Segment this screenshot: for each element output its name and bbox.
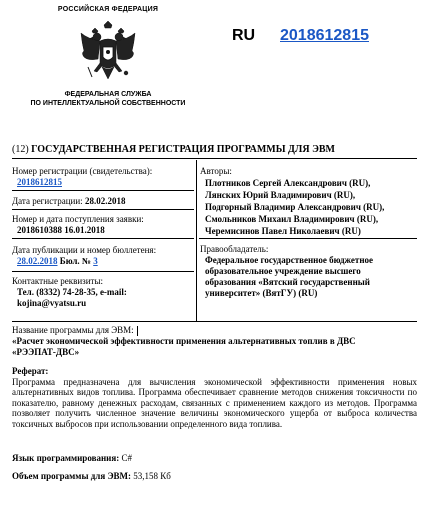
language-row: [12, 453, 132, 463]
divider-line: [12, 238, 194, 239]
title-code: (12): [12, 144, 29, 155]
volume-value: 53,158 Кб: [133, 471, 171, 481]
holder-line: университет» (ВятГУ) (RU): [205, 288, 318, 298]
language-label: Язык программирования:: [12, 453, 120, 463]
agency-line-1: ФЕДЕРАЛЬНАЯ СЛУЖБА: [64, 91, 152, 98]
program-name-block: [12, 325, 417, 358]
contacts-block: [12, 276, 192, 309]
holder-block: [200, 244, 418, 299]
abstract-label: Реферат:: [12, 366, 49, 376]
divider-line: [199, 238, 417, 239]
divider-line: [12, 209, 194, 210]
bulletin-number-link[interactable]: 3: [93, 256, 98, 266]
reg-date-label: Дата регистрации:: [12, 196, 83, 206]
author-item: Подгорный Владимир Александрович (RU),: [205, 202, 385, 212]
author-item: Плотников Сергей Александрович (RU),: [205, 178, 371, 188]
publication-block: [12, 245, 192, 267]
author-item: Лянских Юрий Владимирович (RU),: [205, 190, 356, 200]
holder-line: образования «Вятский государственный: [205, 277, 370, 287]
holder-label: Правообладатель:: [200, 244, 269, 254]
program-name-line-1: «Расчет экономической эффективности применения альтернативных топлив в ДВС: [12, 336, 356, 346]
abstract-text: Программа предназначена для вычисления экономической эффективности применения новых альтернативных видов топлива. Программа обеспечивает сравнение методов снижения токсичности по показателю, равному денежных расходам, связанных с применением каждого из методов. Программа позволяет получить численное значение величины экономического ущерба от выброса количества токсичных выбросов при использовании определенного вида топлива.: [12, 376, 417, 429]
divider-line: [12, 190, 194, 191]
authors-label: Авторы:: [200, 166, 232, 176]
cert-number-link[interactable]: 2018612815: [17, 177, 62, 187]
cert-number-block: [12, 166, 192, 188]
publication-label: Дата публикации и номер бюллетеня:: [12, 245, 157, 255]
volume-row: [12, 471, 171, 481]
holder-line: образовательное учреждение высшего: [205, 266, 361, 276]
contacts-phone: Тел. (8332) 74-28-35, e-mail:: [17, 287, 127, 297]
bulletin-label: Бюл. №: [59, 256, 91, 266]
language-value: C#: [121, 453, 132, 463]
application-block: [12, 214, 192, 236]
divider-line: [12, 271, 194, 272]
volume-label: Объем программы для ЭВМ:: [12, 471, 132, 481]
application-value: 2018610388 16.01.2018: [17, 225, 105, 235]
coat-of-arms-icon: [78, 21, 138, 85]
publication-date-link[interactable]: 28.02.2018: [17, 256, 58, 266]
reg-date-block: [12, 196, 192, 207]
program-name-line-2: «РЭЭПАТ-ДВС»: [12, 347, 80, 357]
holder-line: Федеральное государственное бюджетное: [205, 255, 374, 265]
document-title: [12, 144, 417, 159]
author-item: Смольников Михаил Владимирович (RU),: [205, 214, 379, 224]
contacts-label: Контактные реквизиты:: [12, 276, 103, 286]
divider-line: [12, 321, 417, 322]
agency-line-2: ПО ИНТЕЛЛЕКТУАЛЬНОЙ СОБСТВЕННОСТИ: [30, 99, 186, 107]
application-label: Номер и дата поступления заявки:: [12, 214, 144, 224]
header-agency-block: [18, 6, 198, 108]
reg-date-value: 28.02.2018: [84, 196, 126, 206]
program-name-label: Название программы для ЭВМ:: [12, 325, 134, 335]
contacts-email: kojina@vyatsu.ru: [17, 298, 87, 308]
registration-number-link[interactable]: 2018612815: [280, 27, 369, 44]
text-cursor: [137, 326, 138, 336]
authors-block: [200, 166, 418, 237]
country-code: RU: [232, 27, 256, 44]
country-name: РОССИЙСКАЯ ФЕДЕРАЦИЯ: [57, 6, 159, 13]
title-text: ГОСУДАРСТВЕННАЯ РЕГИСТРАЦИЯ ПРОГРАММЫ ДЛЯ ЭВМ: [31, 144, 335, 155]
author-item: Черемисинов Павел Николаевич (RU): [205, 226, 361, 236]
column-divider: [196, 160, 197, 321]
cert-number-label: Номер регистрации (свидетельства):: [12, 166, 153, 176]
abstract-block: [12, 366, 417, 429]
